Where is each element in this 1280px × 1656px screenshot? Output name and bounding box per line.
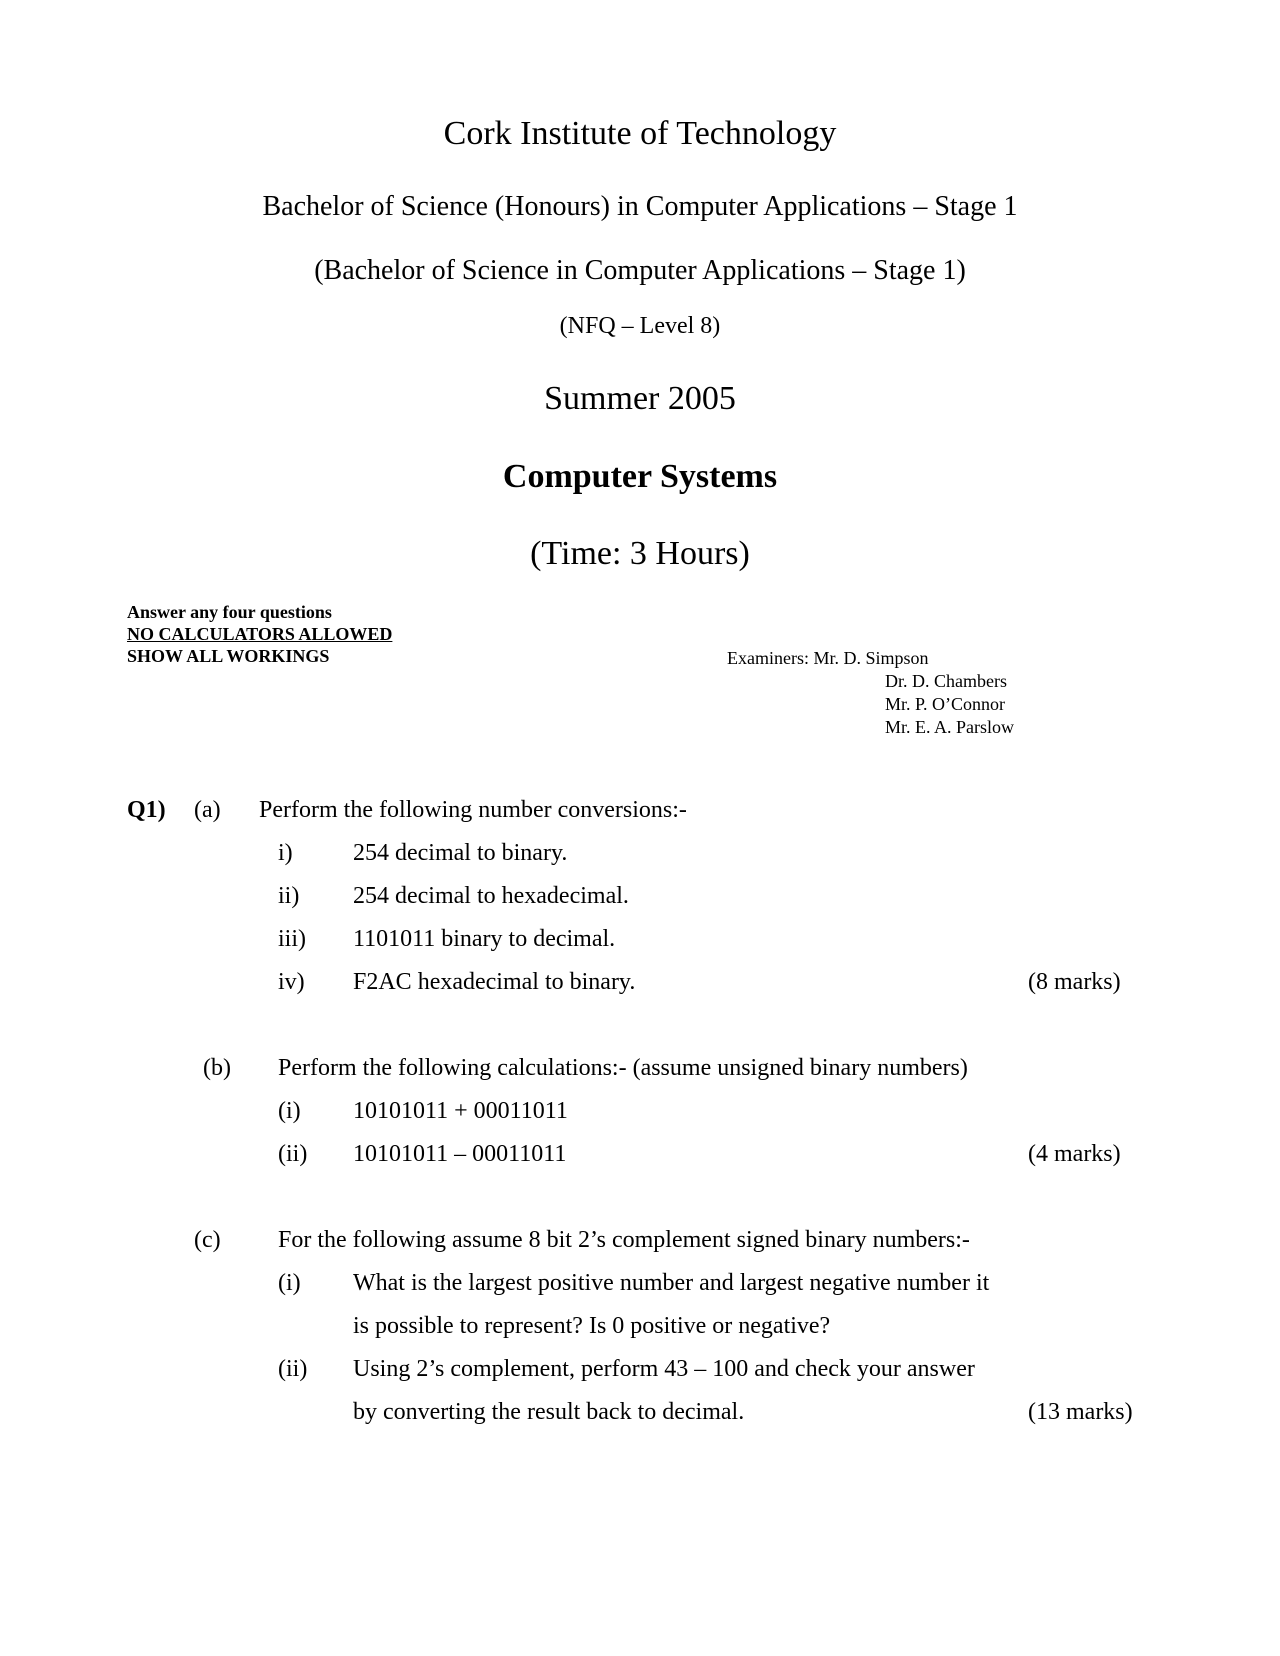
part-a-item-text: 254 decimal to binary. bbox=[353, 840, 568, 866]
part-a-item-number: iii) bbox=[278, 926, 306, 952]
examiner-name: Dr. D. Chambers bbox=[885, 671, 1007, 691]
examiner-name: Mr. P. O’Connor bbox=[885, 694, 1006, 714]
instruction-answer-four: Answer any four questions bbox=[127, 602, 332, 622]
part-a-item-number: ii) bbox=[278, 883, 300, 909]
part-a-item-text: 1101011 binary to decimal. bbox=[353, 926, 616, 952]
part-c-marks: (13 marks) bbox=[1028, 1399, 1133, 1425]
part-c-item-text: Using 2’s complement, perform 43 – 100 and check your answer bbox=[353, 1356, 975, 1382]
part-a-marks: (8 marks) bbox=[1028, 969, 1121, 995]
part-b-item-text: 10101011 + 00011011 bbox=[353, 1098, 568, 1124]
part-b-label: (b) bbox=[203, 1055, 231, 1081]
part-c-item-number: (i) bbox=[278, 1270, 301, 1296]
part-b-text: Perform the following calculations:- (assume unsigned binary numbers) bbox=[278, 1055, 968, 1081]
part-a-item-text: F2AC hexadecimal to binary. bbox=[353, 969, 636, 995]
part-c-text: For the following assume 8 bit 2’s complement signed binary numbers:- bbox=[278, 1227, 970, 1253]
exam-duration: (Time: 3 Hours) bbox=[530, 535, 750, 572]
part-a-text: Perform the following number conversions:- bbox=[259, 797, 687, 823]
question-number: Q1) bbox=[127, 797, 166, 823]
institution-title: Cork Institute of Technology bbox=[443, 115, 837, 152]
instruction-no-calculators: NO CALCULATORS ALLOWED bbox=[127, 624, 393, 644]
part-b-item-number: (i) bbox=[278, 1098, 301, 1124]
part-c-label: (c) bbox=[194, 1227, 221, 1253]
part-a-item-number: i) bbox=[278, 840, 293, 866]
part-a-item-number: iv) bbox=[278, 969, 305, 995]
programme-alt-title: (Bachelor of Science in Computer Applications – Stage 1) bbox=[314, 255, 966, 286]
part-b-marks: (4 marks) bbox=[1028, 1141, 1121, 1167]
nfq-level: (NFQ – Level 8) bbox=[559, 313, 721, 339]
part-c-item-text-continued: is possible to represent? Is 0 positive or negative? bbox=[353, 1313, 831, 1339]
part-c-item-text-continued: by converting the result back to decimal. bbox=[353, 1399, 745, 1425]
part-a-item-text: 254 decimal to hexadecimal. bbox=[353, 883, 629, 909]
part-a-label: (a) bbox=[194, 797, 221, 823]
examiner-name: Mr. E. A. Parslow bbox=[885, 717, 1015, 737]
programme-title: Bachelor of Science (Honours) in Computer Applications – Stage 1 bbox=[262, 191, 1018, 222]
exam-session: Summer 2005 bbox=[544, 380, 736, 417]
examiners-label: Examiners: Mr. D. Simpson bbox=[727, 648, 929, 668]
part-b-item-number: (ii) bbox=[278, 1141, 308, 1167]
instruction-show-workings: SHOW ALL WORKINGS bbox=[127, 646, 330, 666]
part-b-item-text: 10101011 – 00011011 bbox=[353, 1141, 567, 1167]
subject-title: Computer Systems bbox=[502, 458, 778, 495]
part-c-item-text: What is the largest positive number and largest negative number it bbox=[353, 1270, 990, 1296]
part-c-item-number: (ii) bbox=[278, 1356, 308, 1382]
